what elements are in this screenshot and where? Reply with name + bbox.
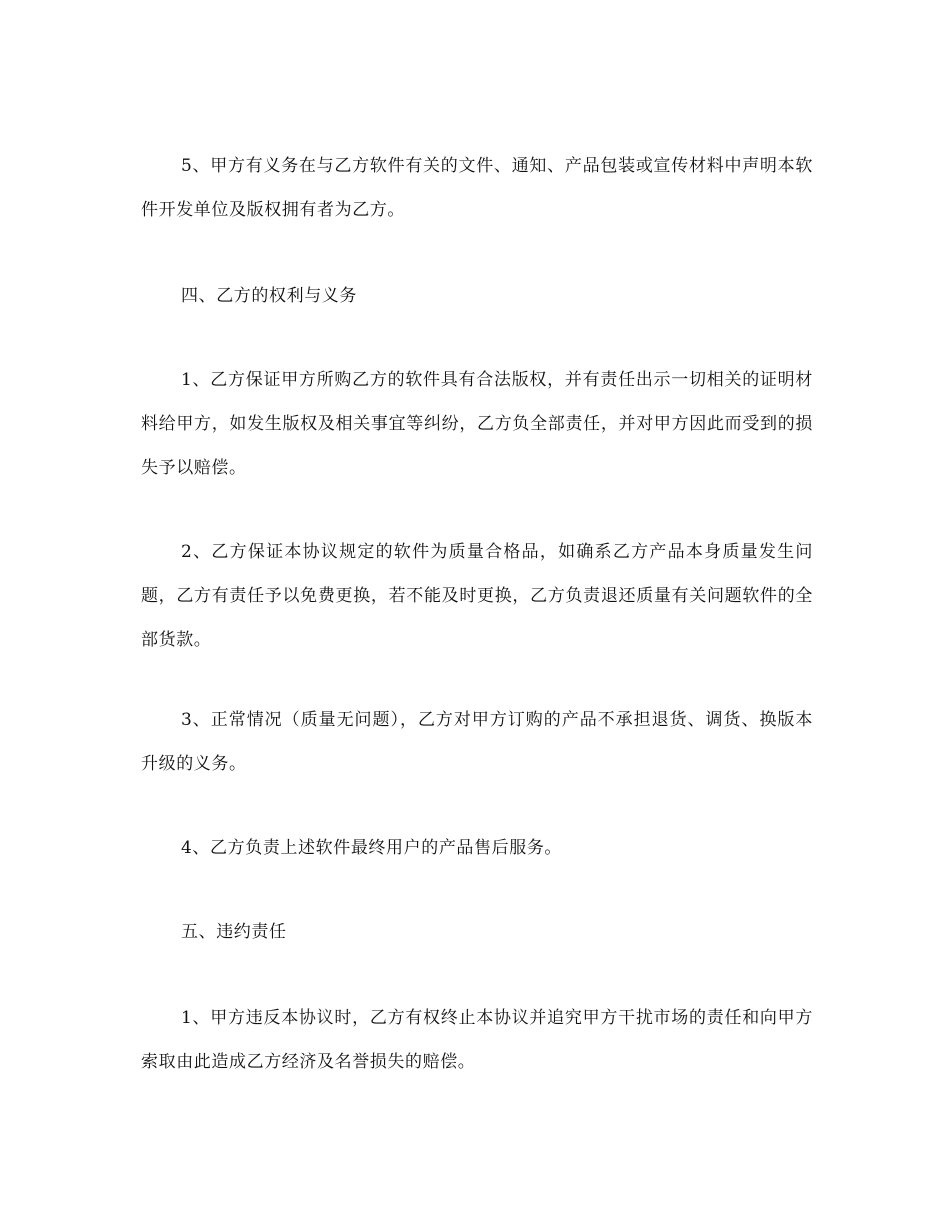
paragraph-right-4: 4、乙方负责上述软件最终用户的产品售后服务。 <box>181 838 563 858</box>
paragraph-right-2: 2、乙方保证本协议规定的软件为质量合格品，如确系乙方产品本身质量发生问题，乙方有责任予以免费更换，若不能及时更换，乙方负责退还质量有关问题软件的全部货款。 <box>141 542 813 650</box>
paragraph-right-1: 1、乙方保证甲方所购乙方的软件具有合法版权，并有责任出示一切相关的证明材料给甲方，如发生版权及相关事宜等纠纷，乙方负全部责任，并对甲方因此而受到的损失予以赔偿。 <box>141 370 813 478</box>
paragraph-liability-1: 1、甲方违反本协议时，乙方有权终止本协议并追究甲方干扰市场的责任和向甲方索取由此造成乙方经济及名誉损失的赔偿。 <box>141 1008 813 1072</box>
section-heading-4: 四、乙方的权利与义务 <box>181 286 357 306</box>
paragraph-right-3: 3、正常情况（质量无问题），乙方对甲方订购的产品不承担退货、调货、换版本升级的义务。 <box>141 710 813 774</box>
section-heading-5: 五、违约责任 <box>181 922 287 942</box>
paragraph-obligation-5: 5、甲方有义务在与乙方软件有关的文件、通知、产品包装或宣传材料中声明本软件开发单位及版权拥有者为乙方。 <box>141 156 813 220</box>
